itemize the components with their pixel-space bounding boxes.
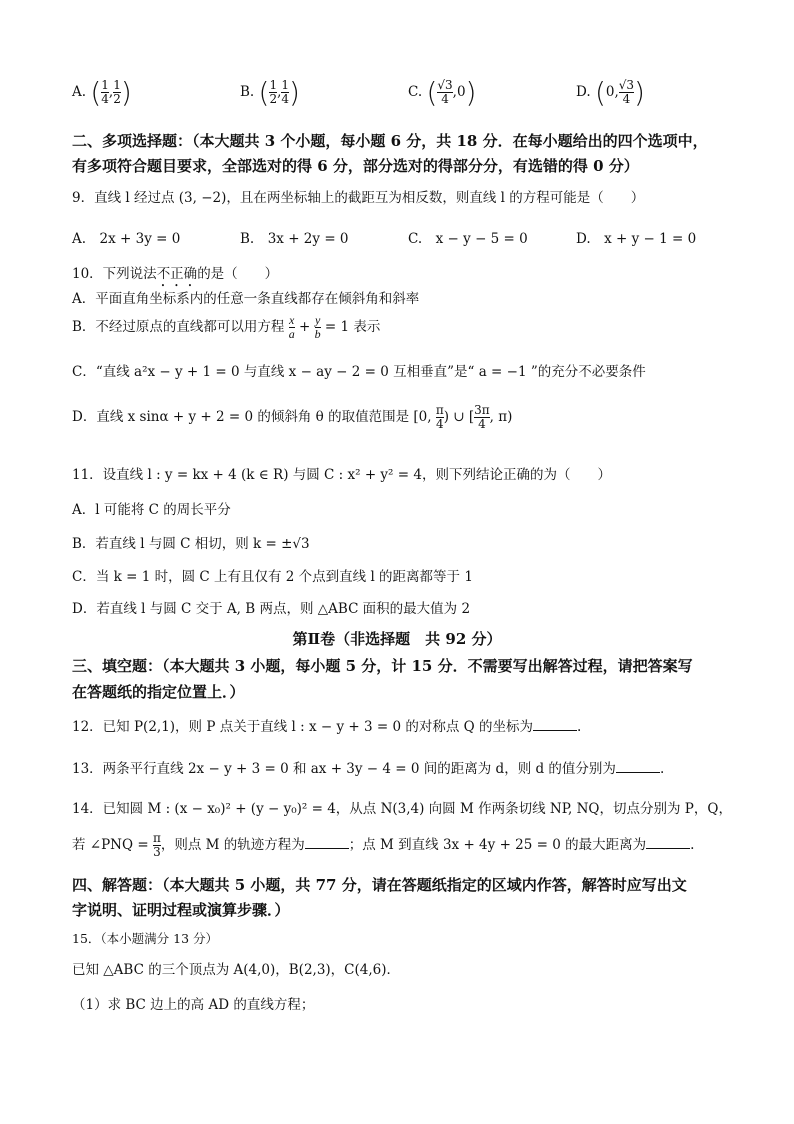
option-head: 0,: [605, 84, 619, 100]
q14-mid2: ；点 M 到直线 3x + 4y + 25 = 0 的最大距离为: [348, 837, 647, 853]
denominator: 4: [619, 92, 634, 106]
answer-blank: [646, 847, 690, 849]
q10-option-a: A．平面直角坐标系内的任意一条直线都存在倾斜角和斜率: [72, 291, 420, 307]
denominator: a: [288, 327, 295, 341]
q8-option-a: A. ( $\frac{1}{4}$ , $\frac{1}{2}$ ): [72, 76, 132, 109]
numerator: y: [314, 313, 321, 327]
fraction: [153, 832, 161, 859]
section2-heading-line2: 有多项符合题目要求，全部选对的得 6 分，部分选对的得部分分，有选错的得 0 分）: [72, 157, 639, 175]
q8-option-b: B. ( $\frac{1}{2}$ , $\frac{1}{4}$ ): [240, 76, 300, 109]
q11-option-a: A．l 可能将 C 的周长平分: [72, 502, 231, 518]
q10-b-pre: B．不经过原点的直线都可以用方程: [72, 319, 289, 335]
paren-left: (: [258, 76, 270, 109]
fraction: [101, 79, 109, 106]
paren-left: (: [90, 76, 102, 109]
q10-emphasis: 不正确: [156, 266, 198, 282]
answer-blank: [616, 771, 660, 773]
q14-pre: 若 ∠PNQ =: [72, 837, 153, 853]
q9-option-c: C. x − y − 5 = 0: [408, 231, 528, 247]
q10-b-post: = 1 表示: [320, 319, 381, 335]
denominator: 2: [269, 92, 278, 106]
paren-right: ): [634, 76, 645, 109]
q12: 12．已知 P(2,1)，则 P 点关于直线 l : x − y + 3 = 0 的对称点 Q 的坐标为 .: [72, 719, 582, 735]
section4-heading-line1: 四、解答题：（本大题共 5 小题，共 77 分，请在答题纸指定的区域内作答，解答时应写出文: [72, 876, 687, 894]
q9-stem: 9．直线 l 经过点 (3, −2)，且在两坐标轴上的截距互为相反数，则直线 l 的方程可能是（ ）: [72, 190, 645, 206]
option-tail: ,0: [452, 84, 466, 100]
section3-heading-line1: 三、填空题：（本大题共 3 小题，每小题 5 分，计 15 分．不需要写出解答过程，请把答案写: [72, 657, 693, 675]
numerator: √3: [437, 78, 453, 92]
interval-union: ) ∪ [: [443, 409, 475, 425]
option-label: C.: [408, 84, 423, 100]
fraction: [436, 404, 444, 431]
fraction: [474, 404, 490, 431]
q15-part1: （1）求 BC 边上的高 AD 的直线方程；: [72, 997, 315, 1013]
section4-heading-line2: 字说明、证明过程或演算步骤．）: [72, 901, 290, 919]
denominator: b: [314, 327, 321, 341]
q9-option-d: D. x + y − 1 = 0: [576, 231, 697, 247]
q10-option-d: [72, 404, 512, 431]
fraction: [269, 79, 277, 106]
q9-option-b: B. 3x + 2y = 0: [240, 231, 349, 247]
fraction: [437, 79, 452, 106]
q13: 13．两条平行直线 2x − y + 3 = 0 和 ax + 3y − 4 = 0 间的距离为 d，则 d 的值分别为 .: [72, 761, 665, 777]
numerator: √3: [618, 78, 635, 92]
paren-right: ): [120, 76, 132, 109]
numerator: π: [152, 831, 161, 845]
paren-right: ): [289, 76, 300, 109]
numerator: 1: [281, 78, 290, 92]
q11-option-d: D．若直线 l 与圆 C 交于 A, B 两点，则 △ABC 面积的最大值为 2: [72, 601, 471, 617]
paren-left: (: [426, 76, 438, 109]
q10-stem: [72, 262, 278, 290]
q10-stem-post: 的是（ ）: [197, 266, 279, 282]
fraction: [281, 79, 289, 106]
section2-heading-line1: 二、多项选择题：（本大题共 3 个小题，每小题 6 分，共 18 分．在每小题给出的四个选项中，: [72, 132, 708, 150]
numerator: π: [435, 403, 444, 417]
q9-option-a: A. 2x + 3y = 0: [72, 231, 181, 247]
answer-blank: [305, 847, 349, 849]
q11-option-b: B．若直线 l 与圆 C 相切，则 k = ±√3: [72, 536, 310, 552]
q8-option-c: [408, 76, 476, 109]
interval-end: , π): [489, 409, 513, 425]
q8-option-d: [576, 76, 645, 109]
denominator: 2: [113, 92, 121, 106]
denominator: 4: [474, 417, 490, 431]
fraction: [289, 314, 295, 341]
numerator: 1: [113, 78, 121, 92]
option-label: D.: [576, 84, 591, 100]
numerator: 3π: [474, 403, 490, 417]
interval-start: [0,: [413, 409, 436, 425]
fraction: [619, 79, 634, 106]
q15-header: 15．（本小题满分 13 分）: [72, 931, 219, 946]
q14-mid: ，则点 M 的轨迹方程为: [160, 837, 305, 853]
denominator: 4: [435, 417, 444, 431]
numerator: x: [289, 313, 295, 327]
q15-stem: 已知 △ABC 的三个顶点为 A(4,0)，B(2,3)，C(4,6)．: [72, 962, 401, 978]
denominator: 4: [101, 92, 109, 106]
answer-blank: [533, 729, 577, 731]
option-label: A.: [72, 84, 87, 100]
section3-heading-line2: 在答题纸的指定位置上．）: [72, 683, 245, 701]
fraction: [113, 79, 121, 106]
paren-right: ): [465, 76, 477, 109]
part2-title: 第Ⅱ卷（非选择题 共 92 分）: [292, 630, 502, 648]
option-label: B.: [240, 84, 255, 100]
denominator: 4: [437, 92, 452, 106]
q13-text: 13．两条平行直线 2x − y + 3 = 0 和 ax + 3y − 4 = 0 间的距离为 d，则 d 的值分别为: [72, 761, 616, 777]
denominator: 4: [281, 92, 290, 106]
q11-stem: 11．设直线 l : y = kx + 4 (k ∈ R) 与圆 C : x² + y² = 4，则下列结论正确的为（ ）: [72, 467, 611, 483]
q10-stem-pre: 10．下列说法: [72, 266, 157, 282]
q10-d-pre: D．直线 x sinα + y + 2 = 0 的倾斜角 θ 的取值范围是: [72, 409, 414, 425]
numerator: 1: [269, 78, 278, 92]
q14-line1: 14．已知圆 M : (x − x₀)² + (y − y₀)² = 4，从点 N(3,4) 向圆 M 作两条切线 NP, NQ，切点分别为 P，Q，: [72, 801, 732, 817]
q14-line2: 若 ∠PNQ = $\frac{\pi}{3}$ ，则点 M 的轨迹方程为 ；点 M 到直线 3x + 4y + 25 = 0 的最大距离为 .: [72, 831, 695, 859]
q11-option-c: C．当 k = 1 时，圆 C 上有且仅有 2 个点到直线 l 的距离都等于 1: [72, 569, 473, 585]
q12-text: 12．已知 P(2,1)，则 P 点关于直线 l : x − y + 3 = 0 的对称点 Q 的坐标为: [72, 719, 534, 735]
paren-left: (: [594, 76, 606, 109]
q10-option-c: C．“直线 a²x − y + 1 = 0 与直线 x − ay − 2 = 0 互相垂直”是“ a = −1 ”的充分不必要条件: [72, 364, 646, 380]
denominator: 3: [153, 845, 161, 859]
q10-option-b: B．不经过原点的直线都可以用方程 $\frac{x}{a}$ + $\frac{y}{b}$ = 1 表示: [72, 313, 381, 341]
numerator: 1: [101, 78, 109, 92]
